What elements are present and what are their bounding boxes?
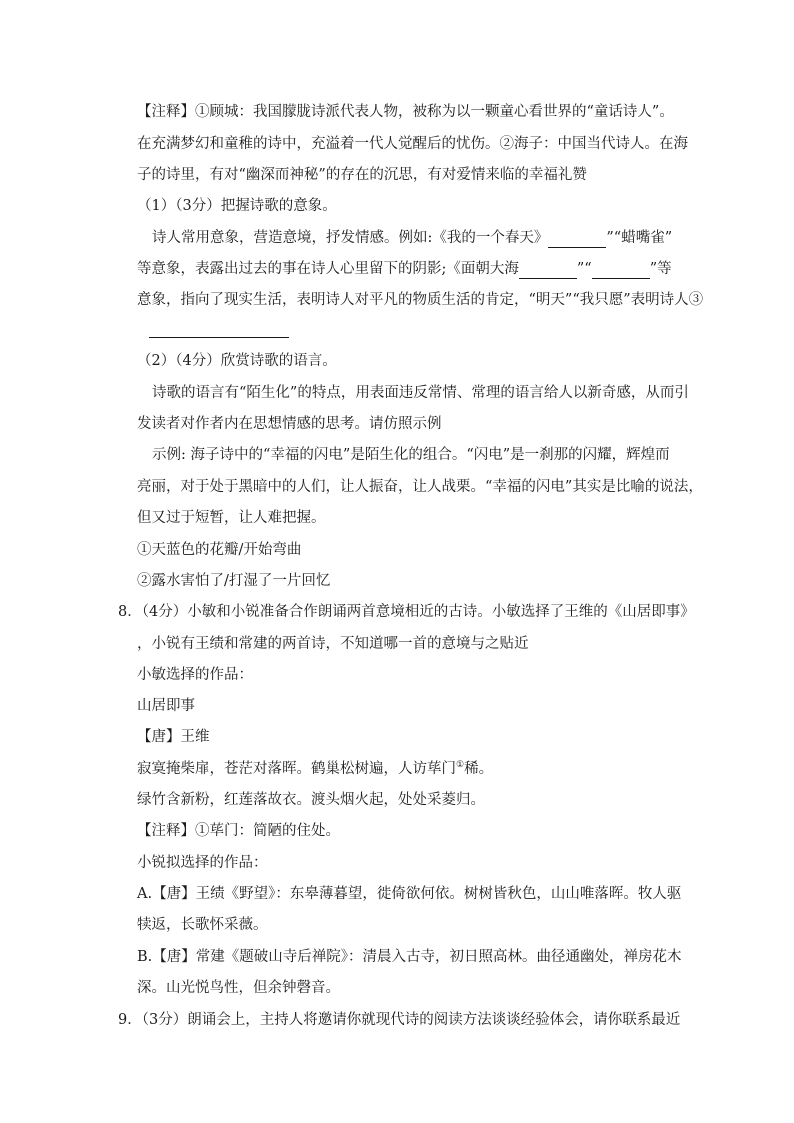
q1-answer-blank[interactable]	[149, 322, 289, 338]
q2-item-2: ②露水害怕了/打湿了一片回忆	[137, 573, 331, 589]
q8-poem-line-1-text-a: 寂寞掩柴扉，苍茫对落晖。鹤巢松树遍，人访荜门	[137, 761, 456, 777]
q8-option-a-line-1: A.【唐】王绩《野望》：东皋薄暮望，徙倚欲何依。树树皆秋色，山山唯落晖。牧人驱	[137, 886, 682, 902]
q8-poem-title: 山居即事	[137, 698, 195, 714]
q1-line-2-text-a: 等意象，表露出过去的事在诗人心里留下的阴影;《面朝大海	[137, 261, 519, 277]
q2-example-line-1: 示例: 海子诗中的“幸福的闪电”是陌生化的组合。“闪电”是一刹那的闪耀，辉煌而	[152, 447, 670, 463]
q1-line-2-text-c: ”等	[649, 261, 672, 277]
q8-xiaomin-label: 小敏选择的作品：	[137, 667, 253, 683]
q2-example-line-3: 但又过于短暂，让人难把握。	[137, 510, 326, 526]
q1-line-1-text-b: ”“蜡嘴雀”	[606, 230, 673, 246]
q1-line-2-text-b: ”“	[576, 261, 592, 277]
q1-title: （1）（3分）把握诗歌的意象。	[137, 198, 337, 214]
q2-paragraph-line-2: 发读者对作者内在思想情感的思考。请仿照示例	[137, 416, 442, 432]
note-1-line-3: 子的诗里，有对“幽深而神秘”的存在的沉思，有对爱情来临的幸福礼赞	[137, 167, 587, 183]
q1-blank-1[interactable]	[548, 232, 606, 248]
q8-poem-footnote-mark: ①	[456, 760, 465, 771]
q1-blank-3[interactable]	[592, 263, 650, 279]
q1-blank-2[interactable]	[519, 263, 577, 279]
q9-line-1: 9．（3分）朗诵会上，主持人将邀请你就现代诗的阅读方法谈谈经验体会，请你联系最近	[118, 1012, 681, 1028]
q2-example-line-2: 亮丽，对于处于黑暗中的人们，让人振奋，让人战栗。“幸福的闪电”其实是比喻的说法，	[137, 479, 703, 495]
q8-poem-line-1	[137, 759, 493, 779]
q2-item-1: ①天蓝色的花瓣/开始弯曲	[137, 542, 302, 558]
note-1-line-1: 【注释】①顾城：我国朦胧诗派代表人物，被称为以一颗童心看世界的“童话诗人”。	[137, 104, 674, 120]
q1-line-2	[137, 259, 672, 279]
q8-poem-note: 【注释】①荜门：简陋的住处。	[137, 823, 340, 839]
q8-option-b-line-2: 深。山光悦鸟性，但余钟磬音。	[137, 980, 340, 996]
q2-title: （2）（4分）欣赏诗歌的语言。	[137, 353, 337, 369]
q8-xiaorui-label: 小锐拟选择的作品：	[137, 855, 268, 871]
q2-paragraph-line-1: 诗歌的语言有“陌生化”的特点，用表面违反常情、常理的语言给人以新奇感，从而引	[152, 385, 689, 401]
q1-line-3: 意象，指向了现实生活，表明诗人对平凡的物质生活的肯定，“明天”“我只愿”表明诗人③	[137, 292, 704, 308]
note-1-line-2: 在充满梦幻和童稚的诗中，充溢着一代人觉醒后的忧伤。②海子：中国当代诗人。在海	[137, 136, 688, 152]
q8-poem-line-2: 绿竹含新粉，红莲落故衣。渡头烟火起，处处采菱归。	[137, 792, 485, 808]
q8-line-1: 8．（4分）小敏和小锐准备合作朗诵两首意境相近的古诗。小敏选择了王维的《山居即事》	[118, 604, 695, 620]
q8-option-b-line-1: B.【唐】常建《题破山寺后禅院》：清晨入古寺，初日照高林。曲径通幽处，禅房花木	[137, 949, 682, 965]
q1-line-1-text-a: 诗人常用意象，营造意境，抒发情感。例如:《我的一个春天》	[152, 230, 549, 246]
q8-poem-line-1-text-b: 稀。	[464, 761, 494, 777]
q8-line-2: ，小锐有王绩和常建的两首诗，不知道哪一首的意境与之贴近	[137, 636, 529, 652]
q1-line-1	[152, 228, 672, 248]
q8-option-a-line-2: 犊返，长歌怀采薇。	[137, 917, 268, 933]
q8-poem-author: 【唐】王维	[137, 729, 210, 745]
